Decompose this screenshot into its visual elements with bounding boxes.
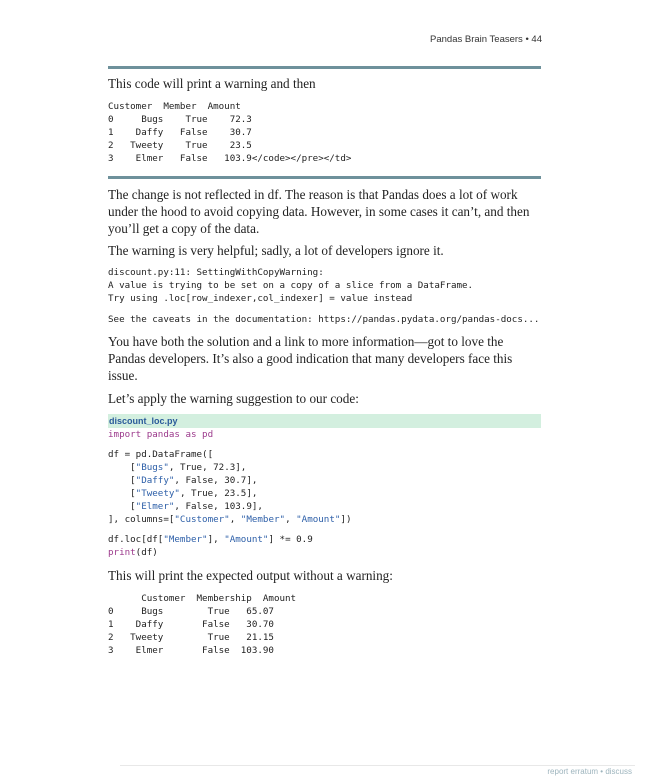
output-row: 3 Elmer False 103.90 xyxy=(108,645,274,656)
keyword-print: print xyxy=(108,547,136,558)
code-fragment: , xyxy=(285,514,297,525)
import-module: pandas as pd xyxy=(141,429,214,440)
keyword-import: import xyxy=(108,429,142,440)
output-row: 0 Bugs True 65.07 xyxy=(108,606,274,617)
code-fragment: [ xyxy=(108,475,136,486)
string-literal: "Amount" xyxy=(224,534,269,545)
code-fragment: [ xyxy=(108,501,136,512)
output-header: Customer Membership Amount xyxy=(108,593,297,604)
string-literal: "Amount" xyxy=(296,514,341,525)
footer-links xyxy=(547,767,632,776)
footer-separator: • xyxy=(598,767,606,776)
code-fragment: , False, 103.9], xyxy=(174,501,263,512)
code-fragment: [ xyxy=(108,462,136,473)
page-number: 44 xyxy=(531,34,542,45)
warning-paragraph: The warning is very helpful; sadly, a lot of developers ignore it. xyxy=(108,243,444,258)
table-bottom-rule xyxy=(108,176,541,179)
code-line: df = pd.DataFrame([ xyxy=(108,449,214,460)
code-fragment: ] *= 0.9 xyxy=(268,534,313,545)
output-table-1 xyxy=(108,100,351,165)
code-dataframe-block xyxy=(108,448,351,526)
running-header xyxy=(430,34,542,45)
warning-line: A value is trying to be set on a copy of a slice from a DataFrame. xyxy=(108,280,474,291)
code-loc-block xyxy=(108,533,313,559)
output-row: 1 Daffy False 30.70 xyxy=(108,619,274,630)
code-fragment: , True, 23.5], xyxy=(179,488,258,499)
caveat-line: See the caveats in the documentation: https://pandas.pydata.org/pandas-docs... xyxy=(108,314,540,325)
output-row: 2 Tweety True 21.15 xyxy=(108,632,274,643)
explanation-paragraph: The change is not reflected in df. The reason is that Pandas does a lot of work under the hood to avoid copying data. However, in some cases it can’t, and then you’ll get a copy of the data. xyxy=(108,187,530,236)
discuss-link[interactable]: discuss xyxy=(605,767,632,776)
apply-paragraph: Let’s apply the warning suggestion to our code: xyxy=(108,391,359,406)
code-fragment: , True, 72.3], xyxy=(168,462,247,473)
output-row: 2 Tweety True 23.5 xyxy=(108,140,252,151)
string-literal: "Daffy" xyxy=(135,475,175,486)
string-literal: "Tweety" xyxy=(135,488,180,499)
code-filename-bar[interactable]: discount_loc.py xyxy=(108,414,541,428)
output-row: 0 Bugs True 72.3 xyxy=(108,114,252,125)
output-row: 3 Elmer False 103.9</code></pre></td> xyxy=(108,153,352,164)
footer-divider xyxy=(120,765,635,766)
string-literal: "Member" xyxy=(240,514,286,525)
book-title: Pandas Brain Teasers xyxy=(430,34,523,45)
code-fragment: [ xyxy=(108,488,136,499)
code-import-line xyxy=(108,428,213,441)
output-table-2 xyxy=(108,592,296,657)
code-fragment: ], columns=[ xyxy=(108,514,175,525)
warning-line: Try using .loc[row_indexer,col_indexer] = value instead xyxy=(108,293,413,304)
code-fragment: , xyxy=(229,514,241,525)
string-literal: "Bugs" xyxy=(135,462,169,473)
string-literal: "Customer" xyxy=(174,514,230,525)
output-row: 1 Daffy False 30.7 xyxy=(108,127,252,138)
code-fragment: df.loc[df[ xyxy=(108,534,164,545)
warning-output xyxy=(108,266,473,305)
warning-line: discount.py:11: SettingWithCopyWarning: xyxy=(108,267,324,278)
code-fragment: (df) xyxy=(135,547,158,558)
intro-text: This code will print a warning and then xyxy=(108,76,316,91)
header-separator: • xyxy=(522,34,532,45)
output-header: Customer Member Amount xyxy=(108,101,241,112)
code-fragment: , False, 30.7], xyxy=(174,475,258,486)
code-fragment: ], xyxy=(207,534,225,545)
string-literal: "Elmer" xyxy=(135,501,175,512)
solution-paragraph: You have both the solution and a link to more information—got to love the Pandas developers. It’s also a good indication that many developers face this issue. xyxy=(108,334,513,383)
string-literal: "Member" xyxy=(163,534,208,545)
report-erratum-link[interactable]: report erratum xyxy=(547,767,599,776)
code-fragment: ]) xyxy=(340,514,352,525)
expected-paragraph: This will print the expected output without a warning: xyxy=(108,568,393,583)
table-top-rule xyxy=(108,66,541,69)
